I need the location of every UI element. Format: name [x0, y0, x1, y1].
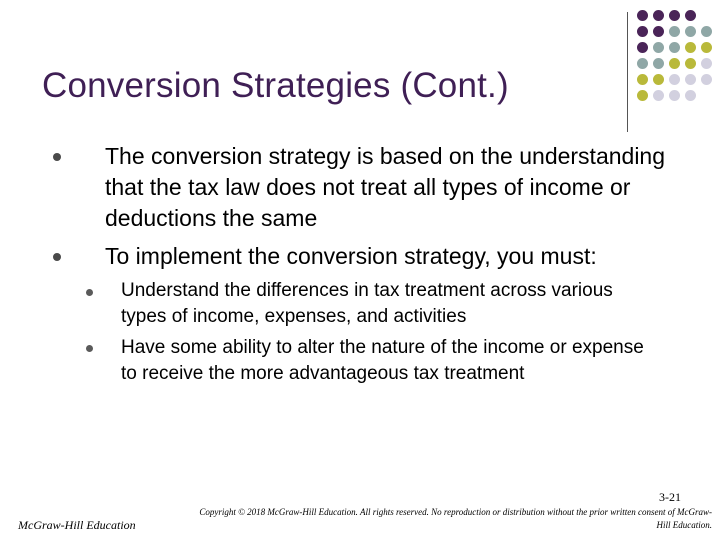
decorative-dot: [701, 42, 712, 53]
decorative-dot: [653, 42, 664, 53]
decorative-dot: [653, 90, 664, 101]
decorative-dot: [685, 26, 696, 37]
decorative-dot: [701, 26, 712, 37]
decorative-dot: [653, 26, 664, 37]
bullet-text-2: To implement the conversion strategy, you must:: [105, 243, 597, 269]
decorative-dot: [637, 42, 648, 53]
decorative-dot: [653, 10, 664, 21]
decorative-dot: [669, 10, 680, 21]
decorative-dot: [685, 10, 696, 21]
sub-bullet-icon: [86, 345, 93, 352]
decorative-dot: [669, 58, 680, 69]
decorative-dot: [685, 42, 696, 53]
slide-number: 3-21: [659, 490, 681, 504]
decorative-dot: [669, 90, 680, 101]
bullet-icon: [53, 253, 61, 261]
decorative-dot: [669, 26, 680, 37]
decorative-dot: [637, 58, 648, 69]
copyright-notice: Copyright © 2018 McGraw-Hill Education. All rights reserved. No reproduction or distribution without the prior written consent of McGraw-Hill Education.: [199, 507, 712, 530]
decorative-dot: [653, 58, 664, 69]
publisher-name: McGraw-Hill Education: [18, 518, 136, 532]
decorative-dot: [685, 90, 696, 101]
decorative-divider: [627, 12, 628, 132]
decorative-dot: [701, 74, 712, 85]
sub-bullet-text-1: Understand the differences in tax treatment across various types of income, expenses, and activities: [121, 280, 613, 327]
decorative-dot: [685, 74, 696, 85]
sub-bullet-text-2: Have some ability to alter the nature of the income or expense to receive the more advantageous tax treatment: [121, 337, 644, 384]
decorative-dot: [669, 74, 680, 85]
slide-title: Conversion Strategies (Cont.): [42, 66, 509, 105]
sub-bullet-icon: [86, 289, 93, 296]
decorative-dot: [637, 26, 648, 37]
decorative-dot: [653, 74, 664, 85]
bullet-icon: [53, 153, 61, 161]
bullet-text-1: The conversion strategy is based on the understanding that the tax law does not treat all types of income or deductions the same: [105, 143, 666, 231]
decorative-dot: [637, 10, 648, 21]
decorative-dot: [669, 42, 680, 53]
decorative-dot: [701, 58, 712, 69]
decorative-dot: [685, 58, 696, 69]
decorative-dot: [637, 74, 648, 85]
decorative-dot: [637, 90, 648, 101]
